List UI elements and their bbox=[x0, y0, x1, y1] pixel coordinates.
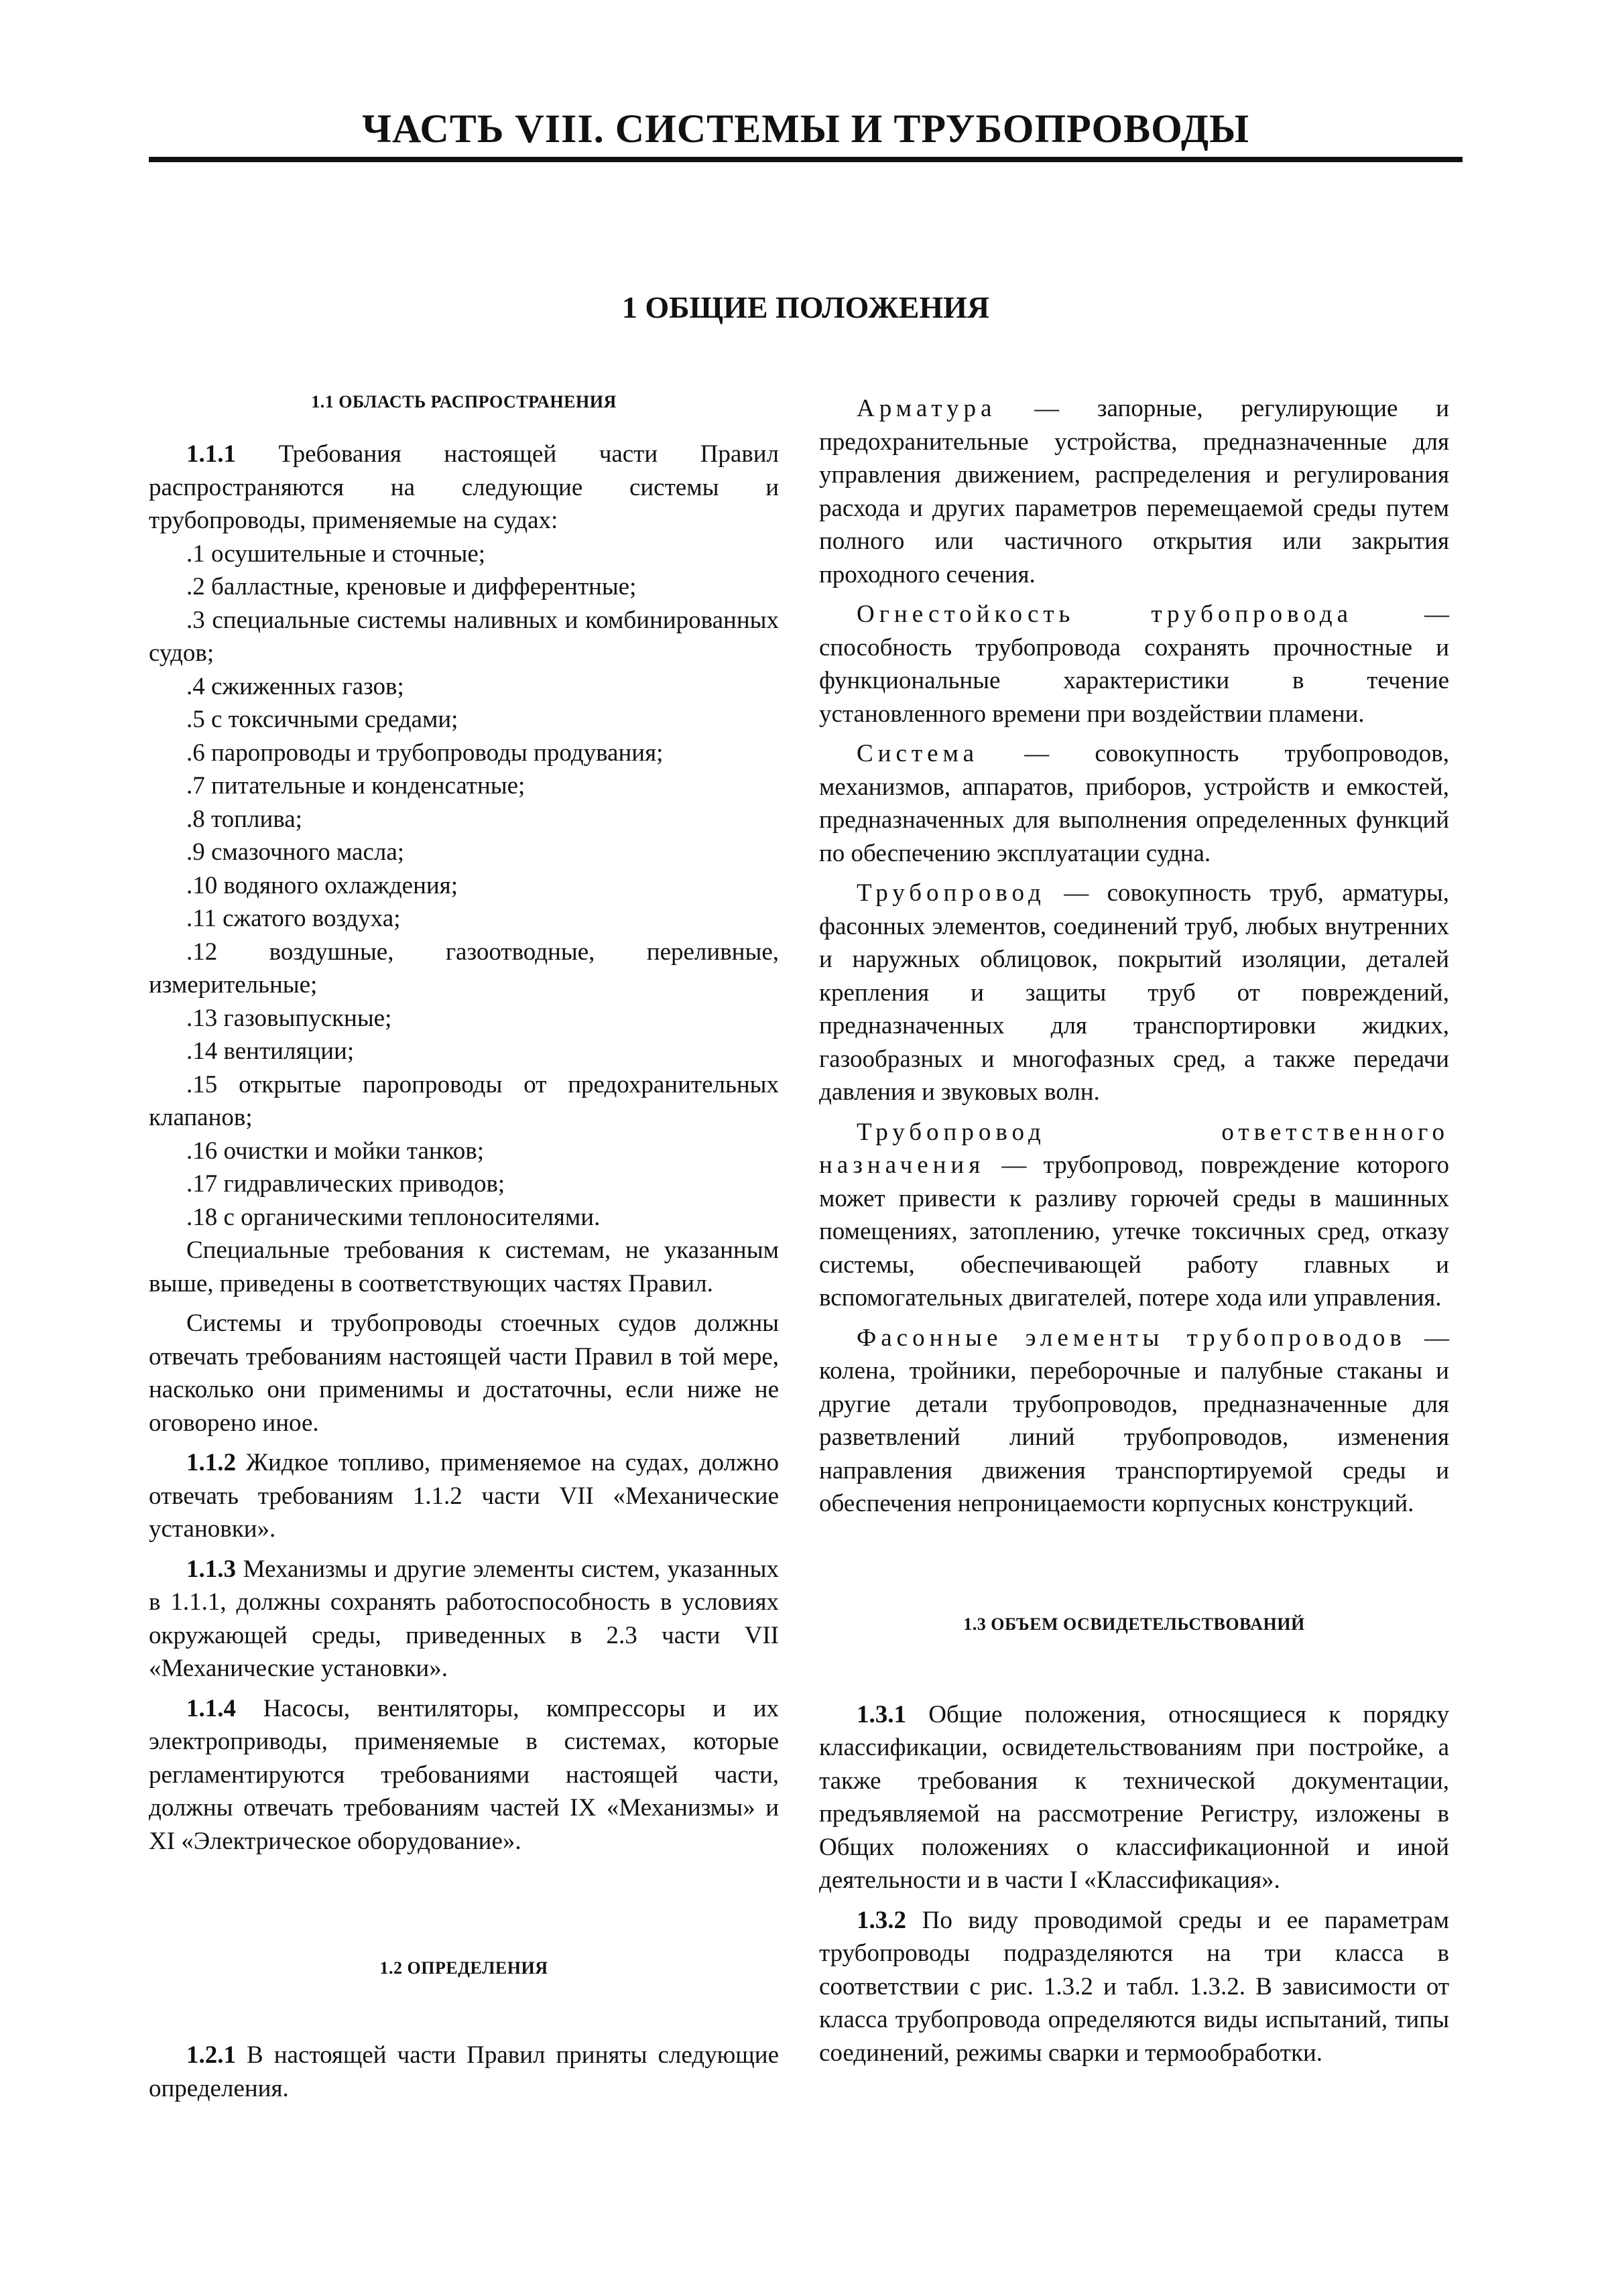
list-item: .3 специальные системы наливных и комбинированных судов; bbox=[149, 606, 779, 667]
list-item: .16 очистки и мойки танков; bbox=[186, 1137, 485, 1165]
definition-term: Огнестойкость трубопровода bbox=[857, 600, 1353, 628]
para-number: 1.3.1 bbox=[857, 1700, 906, 1728]
para-text: Механизмы и другие элементы систем, указанных в 1.1.1, должны сохранять работоспособность в условиях окружающей среды, приведенных в 2.3 части VII «Механические установки». bbox=[149, 1555, 779, 1682]
list-item: .4 сжиженных газов; bbox=[186, 672, 404, 700]
definition-text: — совокупность трубопроводов, механизмов, аппаратов, приборов, устройств и емкостей, предназначенных для выполнения определенных функций по обеспечению эксплуатации судна. bbox=[819, 740, 1449, 867]
para-text: В настоящей части Правил приняты следующие определения. bbox=[149, 2041, 779, 2102]
definition-term: Трубопровод ответственного назначения bbox=[819, 1118, 1449, 1179]
heading-1-3: 1.3 ОБЪЕМ ОСВИДЕТЕЛЬСТВОВАНИЙ bbox=[963, 1614, 1305, 1634]
paragraph-1-1-2 bbox=[149, 1446, 779, 1546]
list-item: .10 водяного охлаждения; bbox=[186, 871, 458, 899]
list-item: .7 питательные и конденсатные; bbox=[186, 772, 526, 800]
list-item: .15 открытые паропроводы от предохранительных клапанов; bbox=[149, 1070, 779, 1131]
paragraph-special: Специальные требования к системам, не указанным выше, приведены в соответствующих частях Правил. bbox=[149, 1236, 779, 1297]
paragraph-1-1-3 bbox=[149, 1553, 779, 1685]
definition-text: — трубопровод, повреждение которого может привести к разливу горючей среды в машинных помещениях, затоплению, утечке токсичных сред, отказу системы, обеспечивающей работу главных и вспомогательных двигателей, потере хода или управления. bbox=[819, 1151, 1449, 1312]
paragraph-1-3-1 bbox=[819, 1698, 1449, 1897]
paragraph-1-1-1 bbox=[149, 438, 779, 537]
paragraph-1-2-1 bbox=[149, 2039, 779, 2105]
paragraph-1-1-4 bbox=[149, 1692, 779, 1858]
para-text: По виду проводимой среды и ее параметрам трубопроводы подразделяются на три класса в соответствии с рис. 1.3.2 и табл. 1.3.2. В зависимости от класса трубопровода определяются виды испытаний, типы соединений, режимы сварки и термообработки. bbox=[819, 1906, 1449, 2067]
heading-1-1: 1.1 ОБЛАСТЬ РАСПРОСТРАНЕНИЯ bbox=[311, 392, 617, 411]
para-number: 1.2.1 bbox=[186, 2041, 236, 2069]
definition-text: — запорные, регулирующие и предохранительные устройства, предназначенные для управления движением, распределения и регулирования расхода и других параметров перемещаемой среды путем полного или частичного открытия или закрытия проходного сечения. bbox=[819, 395, 1449, 588]
definition-text: — совокупность труб, арматуры, фасонных элементов, соединений труб, любых внутренних и наружных облицовок, покрытий изоляции, деталей крепления и защиты труб от повреждений, предназначенных для транспортировки жидких, газообразных и многофазных сред, а также передачи давления и звуковых волн. bbox=[819, 879, 1449, 1106]
list-item: .13 газовыпускные; bbox=[186, 1004, 392, 1032]
list-item: .9 смазочного масла; bbox=[186, 838, 405, 866]
definition-text: — колена, тройники, переборочные и палубные стаканы и другие детали трубопроводов, предназначенные для разветвлений линий трубопроводов, изменения направления движения транспортируемой среды и обеспечения непроницаемости корпусных конструкций. bbox=[819, 1324, 1449, 1517]
definition-term: Арматура bbox=[857, 395, 997, 422]
paragraph-1-3-2 bbox=[819, 1904, 1449, 2070]
para-text: Требования настоящей части Правил распространяются на следующие системы и трубопроводы, применяемые на судах: bbox=[149, 440, 779, 534]
para-number: 1.3.2 bbox=[857, 1906, 906, 1934]
definition bbox=[819, 877, 1449, 1109]
list-item: .8 топлива; bbox=[186, 805, 302, 833]
definition bbox=[819, 1322, 1449, 1521]
definition-term: Система bbox=[857, 740, 979, 767]
definition bbox=[819, 1116, 1449, 1315]
definition bbox=[819, 598, 1449, 730]
definition bbox=[819, 392, 1449, 591]
definition-term: Трубопровод bbox=[857, 879, 1046, 907]
definition bbox=[819, 737, 1449, 870]
para-number: 1.1.3 bbox=[186, 1555, 236, 1583]
para-text: Общие положения, относящиеся к порядку классификации, освидетельствованиям при постройке, а также требования к технической документации, предъявляемой на рассмотрение Регистру, изложены в Общих положениях о классификационной и иной деятельности и в части I «Классификация». bbox=[819, 1700, 1449, 1894]
paragraph-sewage: Системы и трубопроводы стоечных судов должны отвечать требованиям настоящей части Правил в той мере, насколько они применимы и достаточны, если ниже не оговорено иное. bbox=[149, 1310, 779, 1437]
list-item: .2 балластные, креновые и дифферентные; bbox=[186, 573, 637, 600]
list-item: .5 с токсичными средами; bbox=[186, 706, 458, 733]
list-item: .18 с органическими теплоносителями. bbox=[186, 1203, 601, 1231]
para-number: 1.1.1 bbox=[186, 440, 236, 468]
para-text: Насосы, вентиляторы, компрессоры и их электроприводы, применяемые в системах, которые регламентируются требованиями настоящей части, должны отвечать требованиям частей IX «Механизмы» и XI «Электрическое оборудование». bbox=[149, 1694, 779, 1855]
left-column bbox=[149, 392, 779, 2105]
list-item: .14 вентиляции; bbox=[186, 1037, 355, 1065]
list-item: .1 осушительные и сточные; bbox=[186, 539, 486, 568]
header-rule bbox=[149, 157, 1463, 162]
section-title: 1 ОБЩИЕ ПОЛОЖЕНИЯ bbox=[621, 290, 990, 324]
list-item: .17 гидравлических приводов; bbox=[186, 1170, 505, 1198]
list-item: .6 паропроводы и трубопроводы продувания; bbox=[186, 739, 664, 767]
list-item: .12 воздушные, газоотводные, переливные, измерительные; bbox=[149, 938, 779, 999]
definition-term: Фасонные элементы трубопроводов bbox=[857, 1324, 1406, 1352]
right-column bbox=[819, 392, 1449, 2069]
page-header-title: ЧАСТЬ VIII. СИСТЕМЫ И ТРУБОПРОВОДЫ bbox=[361, 107, 1250, 151]
para-number: 1.1.4 bbox=[186, 1694, 236, 1722]
para-number: 1.1.2 bbox=[186, 1449, 236, 1476]
definition-text: — способность трубопровода сохранять прочностные и функциональные характеристики в течение установленного времени при воздействии пламени. bbox=[819, 600, 1449, 728]
heading-1-2: 1.2 ОПРЕДЕЛЕНИЯ bbox=[379, 1958, 548, 1978]
list-item: .11 сжатого воздуха; bbox=[186, 905, 401, 932]
para-text: Жидкое топливо, применяемое на судах, должно отвечать требованиям 1.1.2 части VII «Механические установки». bbox=[149, 1449, 779, 1543]
